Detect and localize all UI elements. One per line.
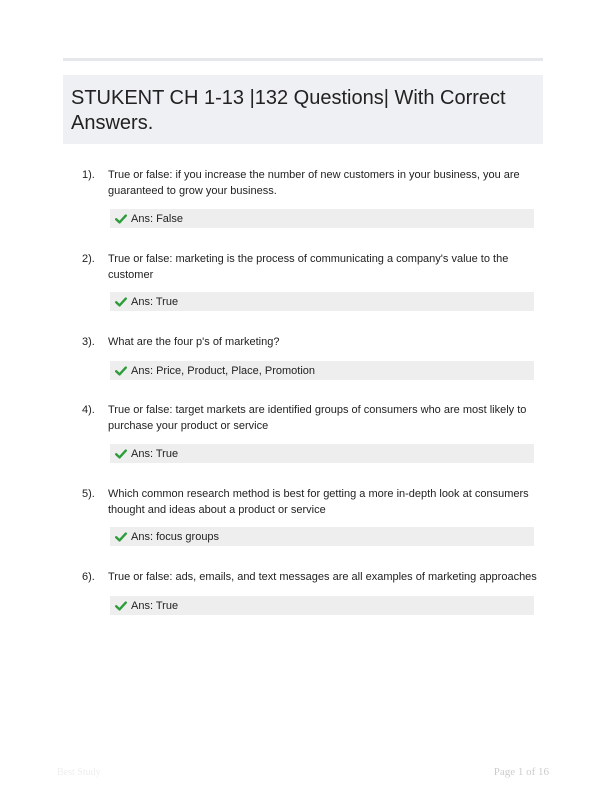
title-banner <box>63 75 543 144</box>
check-icon <box>115 296 127 308</box>
answer-box <box>110 596 534 615</box>
answer-box <box>110 292 534 311</box>
question-item-3 <box>82 335 538 381</box>
question-text: Which common research method is best for getting a more in-depth look at consumers thought and ideas about a product or service <box>108 488 529 516</box>
question-text: True or false: ads, emails, and text messages are all examples of marketing approaches <box>108 571 537 583</box>
answer-box <box>110 209 534 228</box>
answer-box <box>110 444 534 463</box>
top-divider <box>63 58 543 61</box>
answer-box <box>110 361 534 380</box>
question-item-2 <box>82 252 538 314</box>
check-icon <box>115 365 127 377</box>
question-number: 5). <box>82 488 95 500</box>
answer-box <box>110 527 534 546</box>
footer-watermark: Best Study <box>57 767 101 778</box>
question-text: What are the four p's of marketing? <box>108 336 280 348</box>
question-text: True or false: target markets are identified groups of consumers who are most likely to purchase your product or service <box>108 404 527 432</box>
check-icon <box>115 600 127 612</box>
check-icon <box>115 531 127 543</box>
question-number: 3). <box>82 336 95 348</box>
question-item-5 <box>82 487 538 549</box>
question-text: True or false: if you increase the number of new customers in your business, you are guaranteed to grow your business. <box>108 169 520 197</box>
question-item-1 <box>82 168 538 230</box>
answer-text: Ans: True <box>131 295 179 308</box>
answer-text: Ans: False <box>131 212 183 225</box>
question-item-4 <box>82 403 538 465</box>
question-item-6 <box>82 570 538 616</box>
question-text: True or false: marketing is the process of communicating a company's value to the customer <box>108 253 509 281</box>
answer-text: Ans: focus groups <box>131 530 220 543</box>
question-number: 4). <box>82 404 95 416</box>
answer-text: Ans: True <box>131 599 179 612</box>
question-number: 1). <box>82 169 95 181</box>
answer-text: Ans: True <box>131 447 179 460</box>
page-title: STUKENT CH 1-13 |132 Questions| With Correct Answers. <box>71 87 506 134</box>
check-icon <box>115 448 127 460</box>
answer-text: Ans: Price, Product, Place, Promotion <box>131 364 316 377</box>
check-icon <box>115 213 127 225</box>
page-indicator: Page 1 of 16 <box>493 766 549 778</box>
question-number: 2). <box>82 253 95 265</box>
question-number: 6). <box>82 571 95 583</box>
